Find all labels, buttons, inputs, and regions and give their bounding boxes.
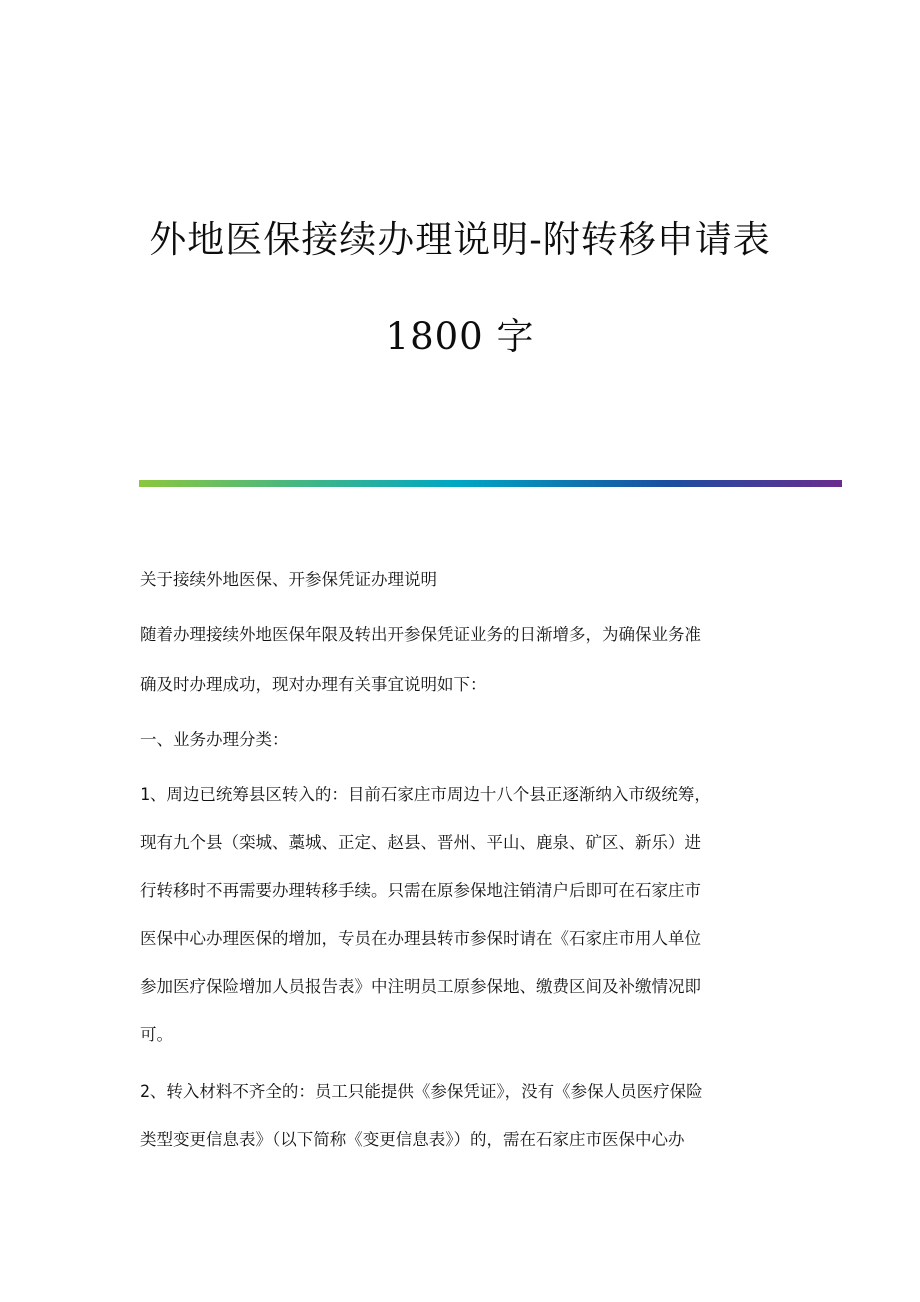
- paragraph-line: 2、转入材料不齐全的：员工只能提供《参保凭证》，没有《参保人员医疗保险: [140, 1082, 703, 1101]
- section-heading: 一、业务办理分类：: [140, 730, 289, 749]
- paragraph-line: 类型变更信息表》（以下简称《变更信息表》）的，需在石家庄市医保中心办: [140, 1130, 685, 1149]
- paragraph-line: 行转移时不再需要办理转移手续。只需在原参保地注销清户后即可在石家庄市: [140, 881, 701, 900]
- paragraph-line: 医保中心办理医保的增加，专员在办理县转市参保时请在《石家庄市用人单位: [140, 929, 701, 948]
- section-heading: 关于接续外地医保、开参保凭证办理说明: [140, 570, 437, 589]
- paragraph-line: 参加医疗保险增加人员报告表》中注明员工原参保地、缴费区间及补缴情况即: [140, 977, 701, 996]
- paragraph-line: 1、周边已统筹县区转入的：目前石家庄市周边十八个县正逐渐纳入市级统筹，: [140, 785, 711, 804]
- paragraph-line: 可。: [140, 1025, 173, 1044]
- title-divider: [139, 480, 842, 487]
- document-title-line-1: 外地医保接续办理说明-附转移申请表: [149, 218, 771, 261]
- paragraph-line: 确及时办理成功，现对办理有关事宜说明如下：: [140, 675, 487, 694]
- document-title-line-2: 1800 字: [385, 315, 535, 358]
- paragraph-line: 随着办理接续外地医保年限及转出开参保凭证业务的日渐增多，为确保业务准: [140, 625, 701, 644]
- paragraph-line: 现有九个县（栾城、藁城、正定、赵县、晋州、平山、鹿泉、矿区、新乐）进: [140, 833, 701, 852]
